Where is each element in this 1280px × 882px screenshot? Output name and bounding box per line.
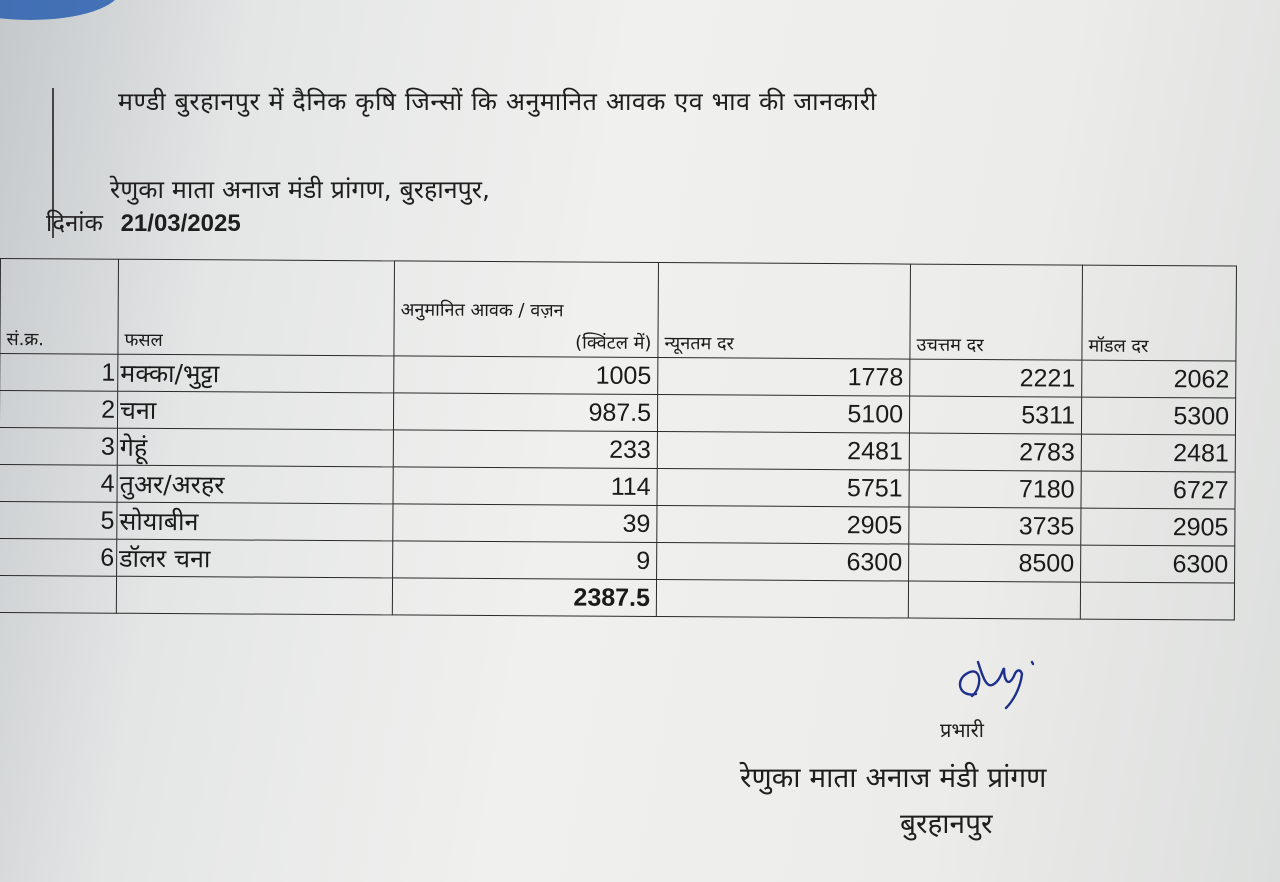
cell-max: 2783	[909, 433, 1081, 471]
corner-object	[0, 0, 120, 20]
cell-total-qty: 2387.5	[392, 578, 656, 617]
cell-min: 5751	[657, 469, 909, 508]
rates-table-wrapper	[0, 258, 1240, 621]
date-row	[46, 206, 241, 239]
cell-sno: 1	[0, 354, 118, 392]
cell-max: 3735	[909, 507, 1081, 545]
cell-qty: 987.5	[393, 393, 657, 432]
header-qty-line1: अनुमानित आवक / वज़न	[400, 299, 564, 322]
cell-min: 6300	[657, 543, 909, 582]
header-qty	[394, 261, 659, 358]
cell-min: 2905	[657, 506, 909, 545]
header-qty-line2: (क्विंटल में)	[575, 332, 652, 354]
cell-crop: चना	[117, 391, 393, 430]
cell-modal: 2481	[1081, 434, 1235, 472]
cell-modal: 6300	[1081, 545, 1235, 583]
cell-sno: 2	[0, 391, 118, 429]
signature-image	[948, 654, 1048, 714]
cell-crop: सोयाबीन	[117, 502, 393, 541]
cell-max: 2221	[910, 359, 1082, 397]
header-max-rate: उचत्तम दर	[910, 264, 1083, 360]
office-name: रेणुका माता अनाज मंडी प्रांगण	[740, 761, 1047, 794]
cell-crop: मक्का/भुट्टा	[118, 354, 394, 393]
cell-modal: 2905	[1081, 508, 1235, 546]
cell-modal: 6727	[1081, 471, 1235, 509]
cell-modal: 2062	[1082, 360, 1236, 398]
header-crop: फसल	[118, 259, 395, 356]
cell-max: 5311	[909, 396, 1081, 434]
city-name: बुरहानपुर	[900, 807, 993, 840]
cell-qty: 1005	[394, 356, 658, 395]
date-label: दिनांक	[46, 209, 103, 237]
cell-max: 7180	[909, 470, 1081, 508]
table-total-row	[0, 575, 1235, 620]
page-title: मण्डी बुरहानपुर में दैनिक कृषि जिन्सों कि अनुमानित आवक एव भाव की जानकारी	[118, 87, 877, 116]
table-header-row	[0, 259, 1236, 362]
cell-qty: 233	[393, 430, 657, 469]
cell-min: 5100	[657, 395, 909, 434]
cell-empty	[908, 581, 1080, 619]
cell-min: 1778	[658, 358, 910, 397]
cell-qty: 9	[393, 541, 657, 580]
cell-empty	[116, 576, 392, 615]
cell-qty: 114	[393, 467, 657, 506]
cell-sno: 5	[0, 501, 117, 539]
cell-sno: 4	[0, 464, 117, 502]
cell-crop: तुअर/अरहर	[117, 465, 393, 504]
cell-crop: डॉलर चना	[117, 539, 393, 578]
cell-empty	[656, 580, 908, 619]
date-value: 21/03/2025	[120, 210, 241, 237]
cell-empty	[1080, 582, 1234, 620]
cell-crop: गेहूं	[117, 428, 393, 467]
cell-modal: 5300	[1081, 397, 1235, 435]
header-sno: सं.क्र.	[0, 259, 118, 355]
cell-max: 8500	[909, 544, 1081, 582]
header-min-rate: न्यूनतम दर	[658, 263, 911, 360]
designation-label: प्रभारी	[940, 718, 984, 742]
cell-empty	[0, 575, 117, 613]
cell-qty: 39	[393, 504, 657, 543]
page-subtitle: रेणुका माता अनाज मंडी प्रांगण, बुरहानपुर,	[110, 175, 490, 204]
header-modal-rate: मॉडल दर	[1082, 265, 1237, 361]
rates-table	[0, 258, 1237, 621]
cell-sno: 6	[0, 538, 117, 576]
cell-sno: 3	[0, 427, 117, 465]
cell-min: 2481	[657, 432, 909, 471]
